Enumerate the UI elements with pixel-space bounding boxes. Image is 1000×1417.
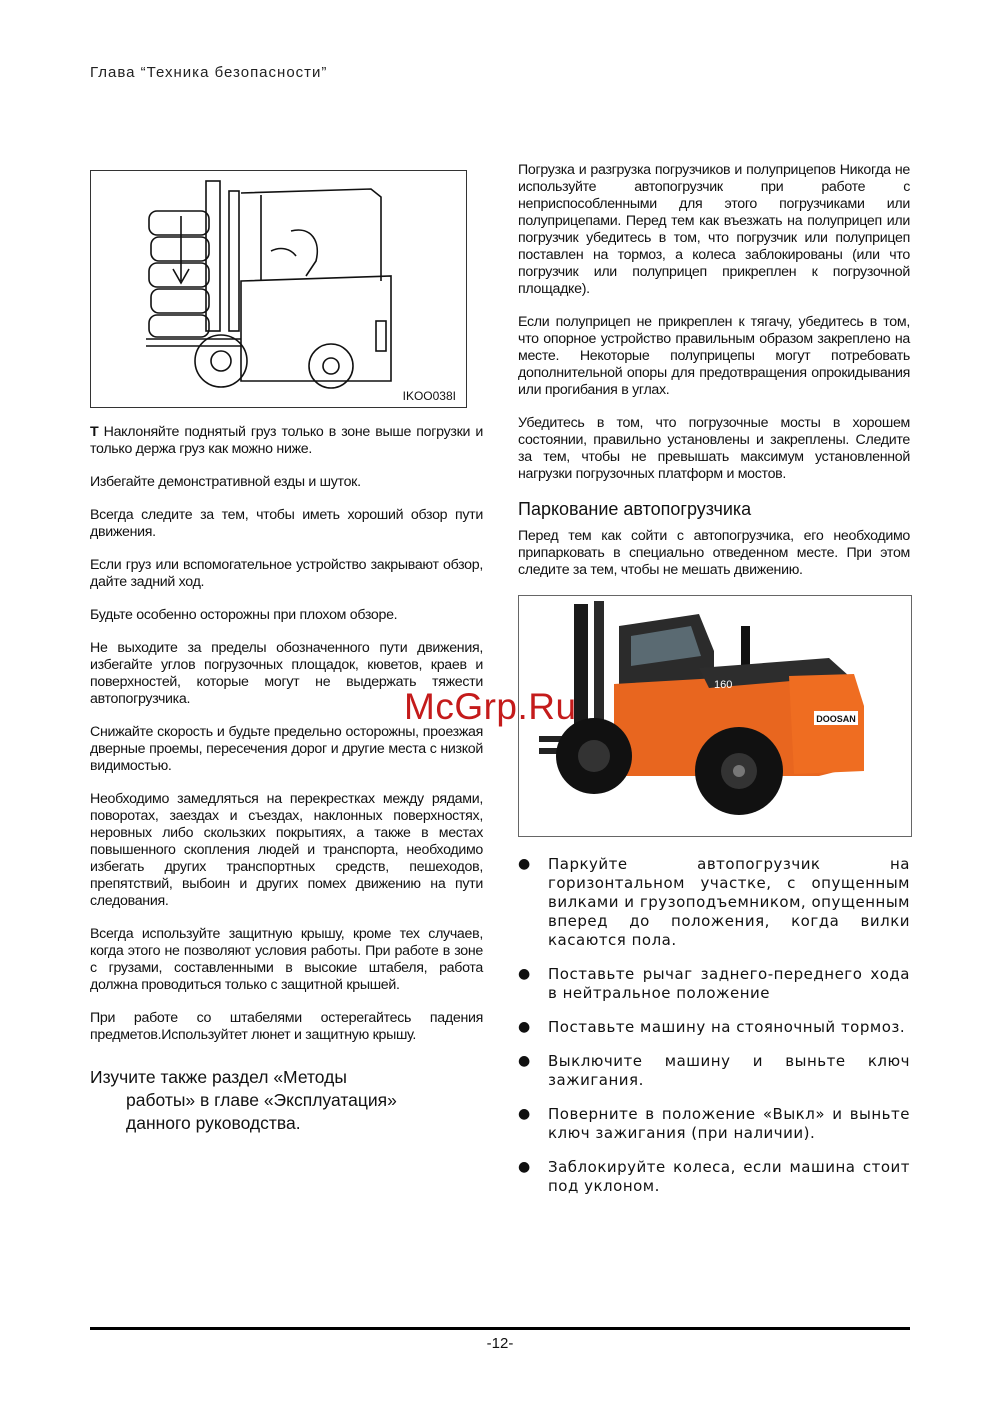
paragraph: Избегайте демонстративной езды и шуток. — [90, 474, 361, 490]
list-item — [518, 1052, 910, 1090]
paragraph: Если полуприцеп не прикреплен к тягачу, убедитесь в том, что опорное устройство правильным образом закреплено на месте. Некоторые полуприцепы могут потребовать дополнительной опоры для предотвращения опрокидывания или прогибания в углах. — [518, 314, 910, 398]
section-title: Паркование автопогрузчика — [518, 499, 752, 519]
list-item-text: Заблокируйте колеса, если машина стоит под уклоном. — [548, 1158, 910, 1195]
paragraph — [90, 424, 483, 458]
heading-line: Изучите также раздел «Методы — [90, 1067, 347, 1087]
bullet-icon: ● — [518, 966, 531, 982]
parking-steps-list — [518, 855, 910, 1196]
bullet-icon: ● — [518, 1019, 531, 1035]
paragraph: Всегда используйте защитную крышу, кроме тех случаев, когда этого не позволяют условия работы. При работе в зоне с грузами, составленными в высокие штабеля, работа должна проводиться только с защитной крышей. — [90, 926, 483, 993]
forklift-illustration — [91, 171, 466, 407]
list-item-text: Поставьте машину на стояночный тормоз. — [548, 1018, 906, 1036]
t-mark: T — [90, 424, 99, 440]
right-column — [518, 162, 910, 1211]
forklift-photo — [518, 595, 912, 837]
list-item — [518, 855, 910, 950]
watermark-text: McGrp.Ru — [404, 686, 577, 727]
heading-line: данного руководства. — [126, 1113, 301, 1133]
list-item-text: Поверните в положение «Выкл» и выньте ключ зажигания (при наличии). — [548, 1105, 910, 1142]
list-item — [518, 1105, 910, 1143]
forklift-line-drawing — [90, 170, 467, 408]
heading-line: работы» в главе «Эксплуатация» — [126, 1090, 397, 1110]
reference-heading — [90, 1066, 483, 1135]
list-item — [518, 1158, 910, 1196]
doosan-forklift-image — [519, 596, 911, 836]
list-item — [518, 965, 910, 1003]
bullet-icon: ● — [518, 1159, 531, 1175]
section-intro: Перед тем как сойти с автопогрузчика, его необходимо припарковать в специально отведенном месте. При этом следите за тем, чтобы не мешать движению. — [518, 528, 910, 578]
paragraph-text: Наклоняйте поднятый груз только в зоне выше погрузки и только держа груз как можно ниже. — [90, 424, 483, 457]
paragraph: Необходимо замедляться на перекрестках между рядами, поворотах, заездах и съездах, наклонных поверхностях, неровных либо скользких покрытиях, а также в местах повышенного скопления людей и транспорта, необходимо избегать других транспортных средств, пешеходов, препятствий, выбоин и других помех движению на пути следования. — [90, 791, 483, 909]
chapter-header: Глава “Техника безопасности” — [90, 64, 328, 81]
paragraph: При работе со штабелями остерегайтесь падения предметов.Используйтет люнет и защитную крышу. — [90, 1010, 483, 1043]
paragraph: Если груз или вспомогательное устройство закрывают обзор, дайте задний ход. — [90, 557, 483, 590]
paragraph: Снижайте скорость и будьте предельно осторожны, проезжая дверные проемы, пересечения дорог и другие места с низкой видимостью. — [90, 724, 483, 774]
brand-logo-text: DOOSAN — [816, 714, 856, 724]
list-item-text: Паркуйте автопогрузчик на горизонтальном участке, с опущенным вилками и грузоподъемником, опущенным вперед до положения, когда вилки касаются пола. — [548, 855, 910, 949]
footer-divider — [90, 1327, 910, 1330]
paragraph: Всегда следите за тем, чтобы иметь хороший обзор пути движения. — [90, 507, 483, 540]
figure-code: IKOO038I — [402, 389, 456, 403]
paragraph: Погрузка и разгрузка погрузчиков и полуприцепов Никогда не используйте автопогрузчик при работе с неприспособленными для этого погрузчиками или полуприцепами. Перед тем как въезжать на полуприцеп или погрузчик убедитесь в том, что погрузчик или полуприцеп поставлен на тормоз, а колеса заблокированы (или что погрузчик или полуприцеп прикреплен к погрузочной площадке). — [518, 162, 910, 297]
list-item — [518, 1018, 910, 1037]
bullet-icon: ● — [518, 1053, 531, 1069]
bullet-icon: ● — [518, 1106, 531, 1122]
list-item-text: Поставьте рычаг заднего-переднего хода в нейтральное положение — [548, 965, 910, 1002]
bullet-icon: ● — [518, 856, 531, 872]
model-number-text: 160 — [714, 679, 733, 691]
page-number: -12- — [486, 1335, 514, 1352]
list-item-text: Выключите машину и выньте ключ зажигания. — [548, 1052, 910, 1089]
paragraph: Не выходите за пределы обозначенного пути движения, избегайте углов погрузочных площадок, кюветов, краев и поверхностей, которые могут не выдержать тяжести автопогрузчика. — [90, 640, 483, 707]
paragraph: Будьте особенно осторожны при плохом обзоре. — [90, 607, 398, 623]
left-column — [90, 170, 483, 1135]
paragraph: Убедитесь в том, что погрузочные мосты в хорошем состоянии, правильно установлены и закреплены. Следите за тем, чтобы не превышать максимум установленной нагрузки погрузочных платформ и мостов. — [518, 415, 910, 482]
